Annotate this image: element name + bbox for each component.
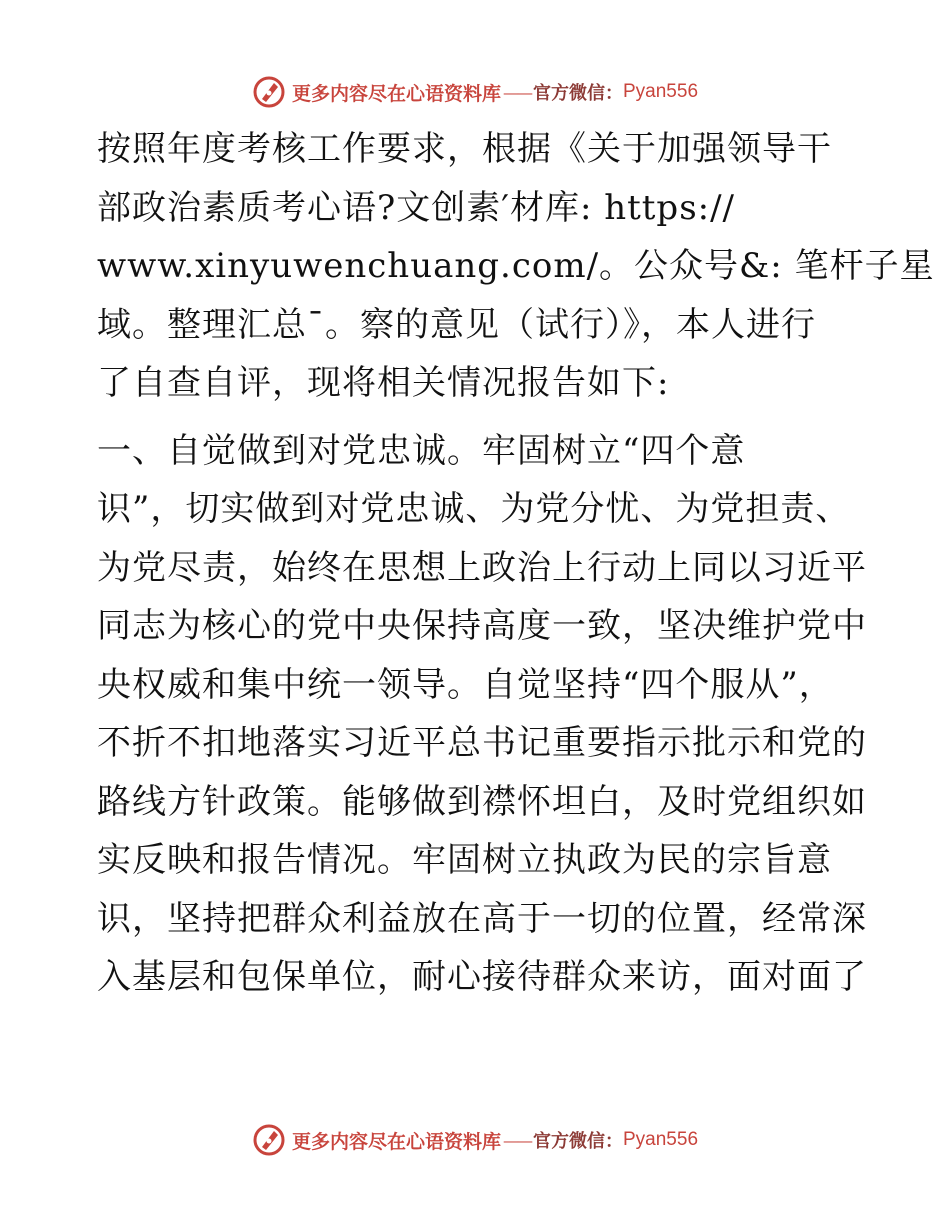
text-line: 入基层和包保单位，耐心接待群众来访，面对面了	[97, 957, 867, 997]
banner-wechat-label: 官方微信：	[533, 1131, 623, 1152]
header-banner	[0, 72, 950, 112]
document-body	[97, 120, 935, 1007]
pen-nib-logo-icon	[252, 75, 286, 109]
banner-wechat-id: Pyan556	[623, 1129, 699, 1150]
footer-banner	[0, 1120, 950, 1160]
text-line: 路线方针政策。能够做到襟怀坦白，及时党组织如	[97, 781, 867, 822]
text-line: 识”，切实做到对党忠诚、为党分忧、为党担责、	[97, 489, 851, 529]
paragraph-section-one	[97, 422, 867, 1007]
text-line: 了自查自评，现将相关情况报告如下:	[97, 363, 670, 403]
text-line: 央权威和集中统一领导。自觉坚持“四个服从”，	[97, 664, 834, 705]
text-line: 识，坚持把群众利益放在高于一切的位置，经常深	[97, 898, 867, 939]
banner-title: 更多内容尽在心语资料库	[291, 82, 501, 105]
text-line: 实反映和报告情况。牢固树立执政为民的宗旨意	[97, 840, 832, 880]
text-line: 按照年度考核工作要求，根据《关于加强领导干	[97, 129, 832, 169]
paragraph-gap	[97, 413, 857, 422]
paragraph-intro	[97, 120, 935, 413]
text-line: 一、自觉做到对党忠诚。牢固树立“四个意	[97, 430, 746, 471]
text-line: 域。整理汇总¯。察的意见（试行）》，本人进行	[97, 304, 816, 345]
banner-separator: ——	[503, 1130, 531, 1150]
text-line: 同志为核心的党中央保持高度一致，坚决维护党中	[97, 606, 867, 646]
text-line: www.xinyuwenchuang.com/。公众号&: 笔杆子星	[97, 246, 935, 286]
text-line: 部政治素质考心语?文创素′材库: https://	[97, 187, 736, 228]
banner-wechat-label: 官方微信：	[533, 83, 623, 104]
banner-title: 更多内容尽在心语资料库	[291, 1130, 501, 1153]
banner-separator: ——	[503, 82, 531, 102]
banner-wechat-id: Pyan556	[623, 81, 699, 102]
text-line: 为党尽责，始终在思想上政治上行动上同以习近平	[97, 547, 867, 588]
pen-nib-logo-icon	[252, 1123, 286, 1157]
text-line: 不折不扣地落实习近平总书记重要指示批示和党的	[97, 723, 867, 763]
